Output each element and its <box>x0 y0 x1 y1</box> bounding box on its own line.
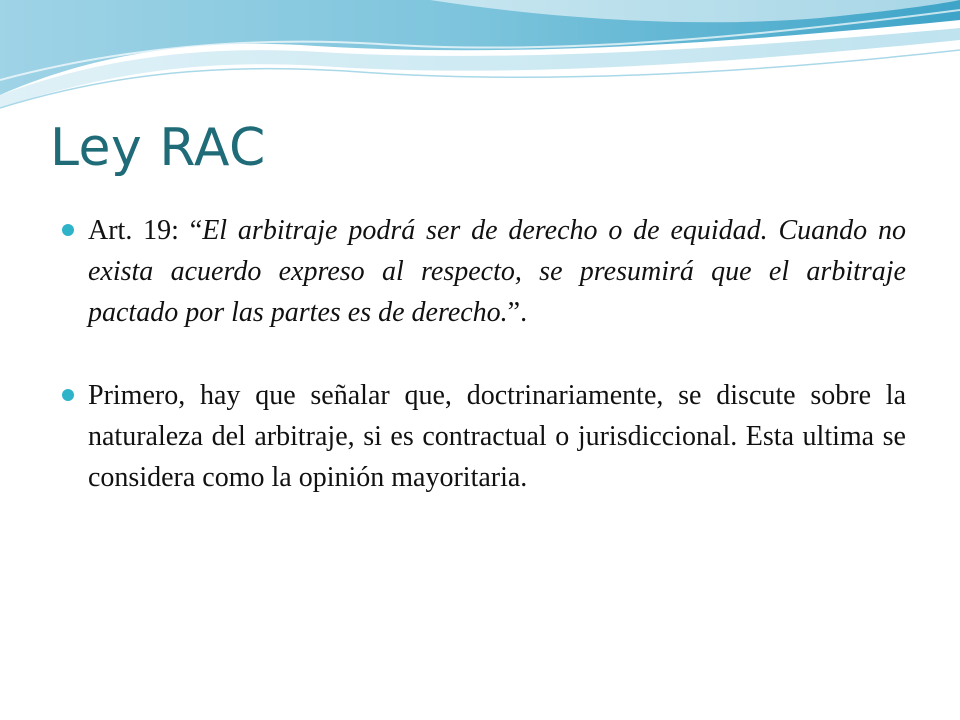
bullet-dot-icon <box>62 389 74 401</box>
article-quote: El arbitraje podrá ser de derecho o de equidad. Cuando no exista acuerdo expreso al respecto, se presumirá que el arbitraje pactado por las partes es de derecho. <box>88 215 906 328</box>
slide-title: Ley RAC <box>50 118 266 178</box>
bullet-prefix: Art. 19: “ <box>88 215 203 246</box>
bullet-article-19 <box>60 210 906 333</box>
bullet-nature-of-arbitration <box>60 375 906 498</box>
bullet-text: Primero, hay que señalar que, doctrinariamente, se discute sobre la naturaleza del arbitraje, si es contractual o jurisdiccional. Esta ultima se considera como la opinión mayoritaria. <box>88 380 906 493</box>
bullet-suffix: ”. <box>507 297 528 328</box>
slide-content <box>60 210 906 540</box>
wave-header-decoration <box>0 0 960 130</box>
bullet-dot-icon <box>62 224 74 236</box>
